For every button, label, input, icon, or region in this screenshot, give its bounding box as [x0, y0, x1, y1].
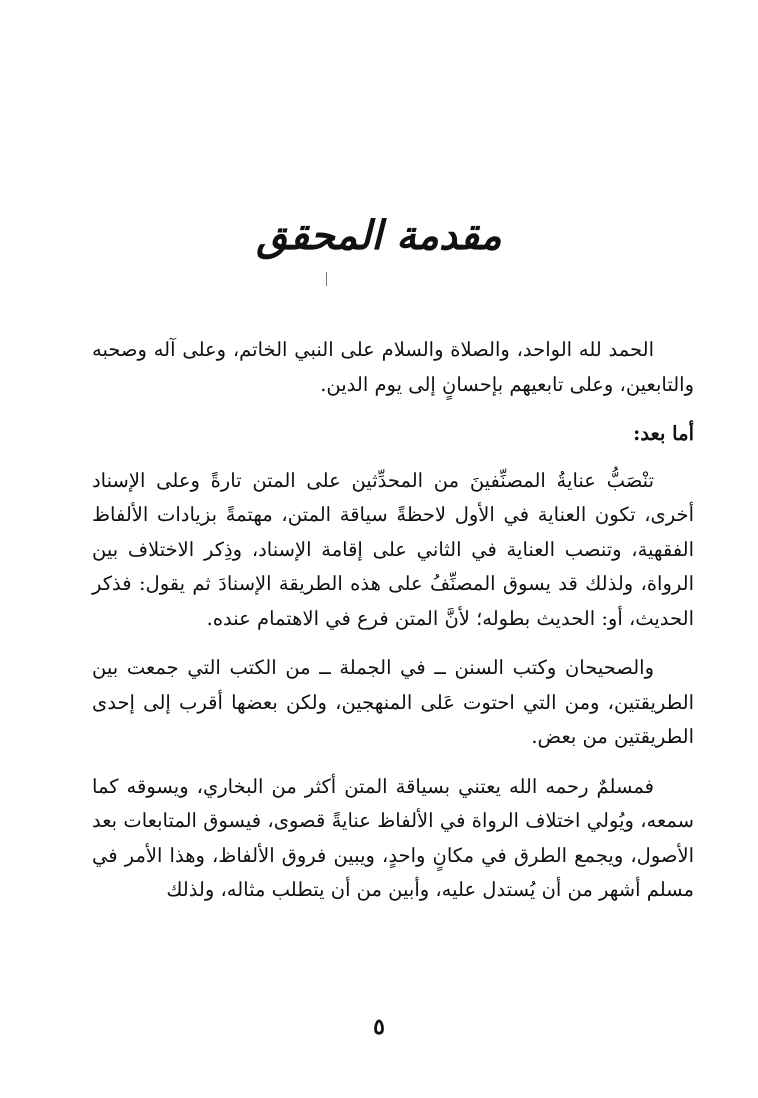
paragraph-sahihan: والصحيحان وكتب السنن ــ في الجملة ــ من الكتب التي جمعت بين الطريقتين، ومن التي احتوت عَلى المنهجين، ولكن بعضها أقرب إلى إحدى الطريقتين من بعض.	[92, 656, 694, 748]
body-text	[92, 333, 694, 923]
paragraph-opening: الحمد لله الواحد، والصلاة والسلام على النبي الخاتم، وعلى آله وصحبه والتابعين، وعلى تابعيهم بإحسانٍ إلى يوم الدين.	[92, 338, 694, 396]
title-divider-mark	[326, 272, 327, 286]
paragraph-isnad: تنْصَبُّ عنايةُ المصنِّفينَ من المحدِّثين على المتن تارةً وعلى الإسناد أخرى، تكون العناية في الأول لاحظةً سياقة المتن، مهتمةً بزيادات الألفاظ الفقهية، وتنصب العناية في الثاني على إقامة الإسناد، وذِكر الاختلاف بين الرواة، ولذلك قد يسوق المصنِّفُ على هذه الطريقة الإسنادَ ثم يقول: فذكر الحديث، أو: الحديث بطوله؛ لأنَّ المتن فرع في الاهتمام عنده.	[92, 468, 694, 630]
section-heading: أما بعد:	[633, 422, 694, 445]
page-number: ٥	[373, 1014, 385, 1040]
page-title: مقدمة المحقق	[256, 212, 502, 259]
paragraph-muslim: فمسلمٌ رحمه الله يعتني بسياقة المتن أكثر من البخاري، ويسوقه كما سمعه، ويُولي اختلاف الرواة في الألفاظ عنايةً قصوى، فيسوق المتابعات بعد الأصول، ويجمع الطرق في مكانٍ واحدٍ، ويبين فروق الألفاظ، وهذا الأمر في مسلم أشهر من أن يُستدل عليه، وأبين من أن يتطلب مثاله، ولذلك	[92, 774, 694, 901]
